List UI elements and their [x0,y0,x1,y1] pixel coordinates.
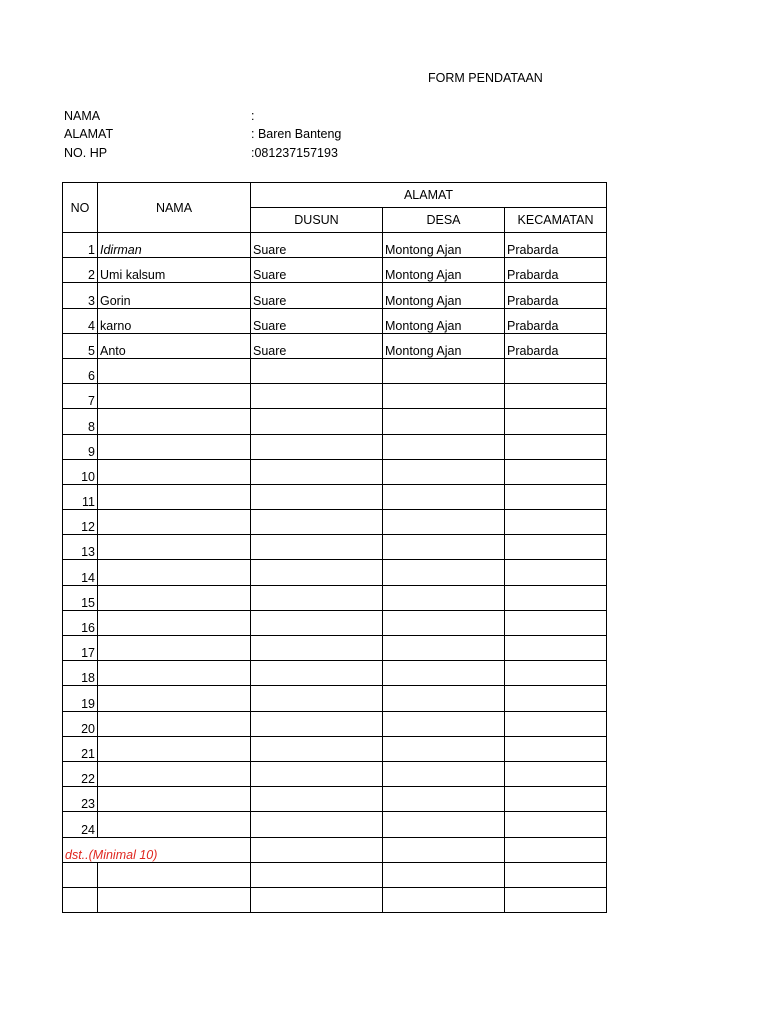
table-row-empty [63,887,607,912]
table-row [63,308,607,333]
field-label-nama: NAMA [64,109,101,123]
empty-cell[interactable] [251,862,383,887]
row-desa-cell[interactable] [383,812,505,837]
row-nama-cell[interactable] [98,686,251,711]
row-no-cell[interactable]: 19 [63,686,98,711]
row-nama-cell[interactable] [98,636,251,661]
table-row [63,761,607,786]
row-kecamatan-cell[interactable] [505,535,607,560]
row-nama-cell[interactable]: karno [98,308,251,333]
row-dusun-cell[interactable]: Suare [251,233,383,258]
header-alamat: ALAMAT [251,183,607,208]
empty-cell[interactable] [383,837,505,862]
table-body [63,233,607,913]
row-kecamatan-cell[interactable] [505,686,607,711]
table-row [63,560,607,585]
field-label-alamat: ALAMAT [64,127,114,141]
row-nama-cell[interactable] [98,812,251,837]
row-kecamatan-cell[interactable] [505,736,607,761]
row-no-cell[interactable]: 1 [63,233,98,258]
row-kecamatan-cell[interactable] [505,409,607,434]
row-nama-cell[interactable] [98,787,251,812]
row-dusun-cell[interactable] [251,661,383,686]
form-title: FORM PENDATAAN [428,71,543,85]
row-kecamatan-cell[interactable] [505,711,607,736]
row-desa-cell[interactable]: Montong Ajan [383,258,505,283]
empty-cell[interactable] [383,887,505,912]
table-row [63,661,607,686]
row-nama-cell[interactable] [98,711,251,736]
header-nama: NAMA [98,183,251,233]
row-nama-cell[interactable] [98,484,251,509]
row-nama-cell[interactable] [98,459,251,484]
table-row [63,409,607,434]
row-no-cell[interactable]: 2 [63,258,98,283]
row-kecamatan-cell[interactable] [505,661,607,686]
row-dusun-cell[interactable] [251,610,383,635]
row-no-cell[interactable]: 17 [63,636,98,661]
table-row [63,736,607,761]
row-dusun-cell[interactable] [251,585,383,610]
row-desa-cell[interactable] [383,711,505,736]
row-desa-cell[interactable] [383,636,505,661]
row-kecamatan-cell[interactable]: Prabarda [505,333,607,358]
table-row [63,233,607,258]
row-desa-cell[interactable] [383,459,505,484]
row-dusun-cell[interactable] [251,384,383,409]
row-no-cell[interactable]: 21 [63,736,98,761]
header-kecamatan: KECAMATAN [505,208,607,233]
table-row [63,510,607,535]
row-dusun-cell[interactable] [251,535,383,560]
row-no-cell[interactable]: 14 [63,560,98,585]
row-no-cell[interactable]: 15 [63,585,98,610]
header-desa: DESA [383,208,505,233]
row-desa-cell[interactable] [383,510,505,535]
field-value-nama: : [251,109,255,123]
row-dusun-cell[interactable] [251,409,383,434]
empty-cell[interactable] [383,862,505,887]
row-dusun-cell[interactable] [251,711,383,736]
table-row [63,459,607,484]
row-desa-cell[interactable] [383,736,505,761]
table-row [63,384,607,409]
row-desa-cell[interactable] [383,686,505,711]
row-kecamatan-cell[interactable]: Prabarda [505,258,607,283]
row-no-cell[interactable]: 13 [63,535,98,560]
table-row [63,585,607,610]
row-kecamatan-cell[interactable]: Prabarda [505,308,607,333]
row-no-cell[interactable]: 10 [63,459,98,484]
row-dusun-cell[interactable] [251,636,383,661]
row-nama-cell[interactable] [98,736,251,761]
empty-cell[interactable] [63,862,98,887]
row-no-cell[interactable]: 24 [63,812,98,837]
empty-cell[interactable] [98,862,251,887]
row-kecamatan-cell[interactable] [505,384,607,409]
row-nama-cell[interactable]: Umi kalsum [98,258,251,283]
table-row [63,812,607,837]
row-no-cell[interactable]: 22 [63,761,98,786]
note-text: dst..(Minimal 10) [63,837,251,862]
row-kecamatan-cell[interactable] [505,459,607,484]
table-row [63,787,607,812]
row-no-cell[interactable]: 4 [63,308,98,333]
row-desa-cell[interactable] [383,358,505,383]
header-no: NO [63,183,98,233]
row-desa-cell[interactable]: Montong Ajan [383,233,505,258]
row-dusun-cell[interactable] [251,761,383,786]
row-nama-cell[interactable] [98,560,251,585]
row-no-cell[interactable]: 16 [63,610,98,635]
row-kecamatan-cell[interactable] [505,560,607,585]
row-kecamatan-cell[interactable] [505,484,607,509]
table-row [63,484,607,509]
row-no-cell[interactable]: 11 [63,484,98,509]
data-table [62,182,607,913]
table-row [63,686,607,711]
row-nama-cell[interactable] [98,661,251,686]
row-dusun-cell[interactable] [251,434,383,459]
table-row [63,258,607,283]
row-nama-cell[interactable] [98,761,251,786]
row-no-cell[interactable]: 6 [63,358,98,383]
row-kecamatan-cell[interactable]: Prabarda [505,283,607,308]
row-kecamatan-cell[interactable] [505,636,607,661]
row-dusun-cell[interactable] [251,459,383,484]
row-desa-cell[interactable] [383,661,505,686]
row-desa-cell[interactable] [383,610,505,635]
table-row [63,283,607,308]
row-nama-cell[interactable] [98,358,251,383]
field-value-no-hp: :081237157193 [251,146,338,160]
row-desa-cell[interactable]: Montong Ajan [383,333,505,358]
row-no-cell[interactable]: 7 [63,384,98,409]
row-desa-cell[interactable] [383,535,505,560]
row-kecamatan-cell[interactable] [505,585,607,610]
row-no-cell[interactable]: 18 [63,661,98,686]
row-dusun-cell[interactable]: Suare [251,283,383,308]
row-kecamatan-cell[interactable] [505,761,607,786]
header-dusun: DUSUN [251,208,383,233]
row-nama-cell[interactable]: Anto [98,333,251,358]
empty-cell[interactable] [505,862,607,887]
row-dusun-cell[interactable] [251,686,383,711]
row-no-cell[interactable]: 5 [63,333,98,358]
empty-cell[interactable] [251,837,383,862]
row-nama-cell[interactable]: Idirman [98,233,251,258]
row-dusun-cell[interactable] [251,812,383,837]
row-no-cell[interactable]: 20 [63,711,98,736]
row-no-cell[interactable]: 9 [63,434,98,459]
row-nama-cell[interactable] [98,434,251,459]
row-kecamatan-cell[interactable] [505,510,607,535]
table-row [63,535,607,560]
row-kecamatan-cell[interactable]: Prabarda [505,233,607,258]
empty-cell[interactable] [251,887,383,912]
row-dusun-cell[interactable] [251,484,383,509]
table-row [63,333,607,358]
field-value-alamat: : Baren Banteng [251,127,342,141]
row-dusun-cell[interactable] [251,358,383,383]
row-dusun-cell[interactable] [251,787,383,812]
row-desa-cell[interactable] [383,585,505,610]
row-no-cell[interactable]: 23 [63,787,98,812]
row-nama-cell[interactable] [98,384,251,409]
row-desa-cell[interactable] [383,434,505,459]
row-dusun-cell[interactable] [251,510,383,535]
row-desa-cell[interactable] [383,484,505,509]
empty-cell[interactable] [63,887,98,912]
table-row-empty [63,862,607,887]
row-dusun-cell[interactable]: Suare [251,258,383,283]
row-kecamatan-cell[interactable] [505,358,607,383]
row-desa-cell[interactable] [383,409,505,434]
row-desa-cell[interactable] [383,787,505,812]
row-nama-cell[interactable] [98,409,251,434]
table-row [63,636,607,661]
row-kecamatan-cell[interactable] [505,434,607,459]
row-no-cell[interactable]: 12 [63,510,98,535]
row-no-cell[interactable]: 3 [63,283,98,308]
row-desa-cell[interactable] [383,560,505,585]
row-dusun-cell[interactable]: Suare [251,333,383,358]
row-kecamatan-cell[interactable] [505,610,607,635]
row-desa-cell[interactable] [383,761,505,786]
row-nama-cell[interactable] [98,510,251,535]
row-dusun-cell[interactable] [251,736,383,761]
empty-cell[interactable] [505,887,607,912]
row-desa-cell[interactable] [383,384,505,409]
row-dusun-cell[interactable] [251,560,383,585]
empty-cell[interactable] [505,837,607,862]
table-row [63,434,607,459]
table-row-note [63,837,607,862]
table-row [63,711,607,736]
row-kecamatan-cell[interactable] [505,787,607,812]
row-no-cell[interactable]: 8 [63,409,98,434]
empty-cell[interactable] [98,887,251,912]
row-nama-cell[interactable] [98,610,251,635]
row-nama-cell[interactable] [98,585,251,610]
row-kecamatan-cell[interactable] [505,812,607,837]
row-nama-cell[interactable] [98,535,251,560]
row-desa-cell[interactable]: Montong Ajan [383,283,505,308]
row-nama-cell[interactable]: Gorin [98,283,251,308]
field-label-no-hp: NO. HP [64,146,108,160]
table-row [63,610,607,635]
row-dusun-cell[interactable]: Suare [251,308,383,333]
row-desa-cell[interactable]: Montong Ajan [383,308,505,333]
table-row [63,358,607,383]
